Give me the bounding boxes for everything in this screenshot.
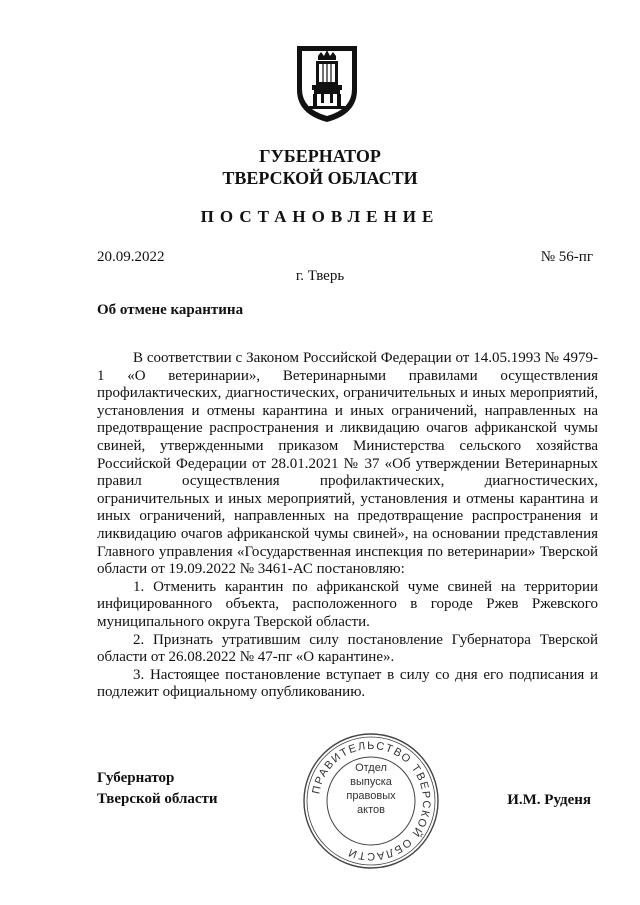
body-paragraph-preamble: В соответствии с Законом Российской Федерации от 14.05.1993 № 4979-1 «О ветеринарии», Ветеринарными правилами осуществления профилактических, диагностических, ограничительных и иных мероприятий, установления и отмены карантина и иных ограничений, направленных на предотвращение распространения и ликвидацию очагов африканской чумы свиней, утвержденными приказом Министерства сельского хозяйства Российской Федерации от 28.01.2021 № 37 «Об утверждении Ветеринарных правил осуществления профилактических, диагностических, ограничительных и иных мероприятий, установления и отмены карантина и иных ограничений, направленных на предотвращение распространения и ликвидацию очагов африканской чумы свиней», на основании представления Главного управления «Государственная инспекция по ветеринарии» Тверской области от 19.09.2022 № 3461-АС постановляю: bbox=[97, 350, 598, 578]
stamp-center-line: правовых bbox=[346, 790, 396, 802]
document-number: № 56-пг bbox=[540, 249, 593, 265]
issuer-title-line2: ТВЕРСКОЙ ОБЛАСТИ bbox=[222, 168, 418, 188]
document-body bbox=[97, 350, 598, 702]
stamp-center-line: Отдел bbox=[355, 762, 387, 774]
official-stamp bbox=[301, 731, 441, 871]
stamp-center-line: выпуска bbox=[350, 776, 392, 788]
document-type-title: ПОСТАНОВЛЕНИЕ bbox=[200, 207, 440, 226]
body-paragraph-item-2: 2. Признать утратившим силу постановление Губернатора Тверской области от 26.08.2022 № 47-пг «О карантине». bbox=[97, 631, 598, 666]
signatory-name: И.М. Руденя bbox=[507, 792, 591, 808]
stamp-ring-text: ПРАВИТЕЛЬСТВО ТВЕРСКОЙ ОБЛАСТИ bbox=[310, 739, 433, 863]
document-city: г. Тверь bbox=[295, 268, 345, 284]
document-date: 20.09.2022 bbox=[97, 249, 165, 265]
body-paragraph-item-3: 3. Настоящее постановление вступает в силу со дня его подписания и подлежит официальному опубликованию. bbox=[97, 666, 598, 701]
issuer-title-line1: ГУБЕРНАТОР bbox=[259, 146, 381, 166]
document-subject: Об отмене карантина bbox=[97, 302, 244, 318]
stamp-center-text bbox=[301, 761, 441, 817]
coat-of-arms-icon bbox=[291, 42, 363, 124]
body-paragraph-item-1: 1. Отменить карантин по африканской чуме свиней на территории инфицированного объекта, расположенного в городе Ржев Ржевского муниципального округа Тверской области. bbox=[97, 578, 598, 630]
signatory-position-line2: Тверской области bbox=[97, 791, 218, 807]
signatory-position-line1: Губернатор bbox=[97, 770, 175, 786]
stamp-center-line: актов bbox=[357, 804, 385, 816]
signatory-position bbox=[97, 768, 218, 810]
